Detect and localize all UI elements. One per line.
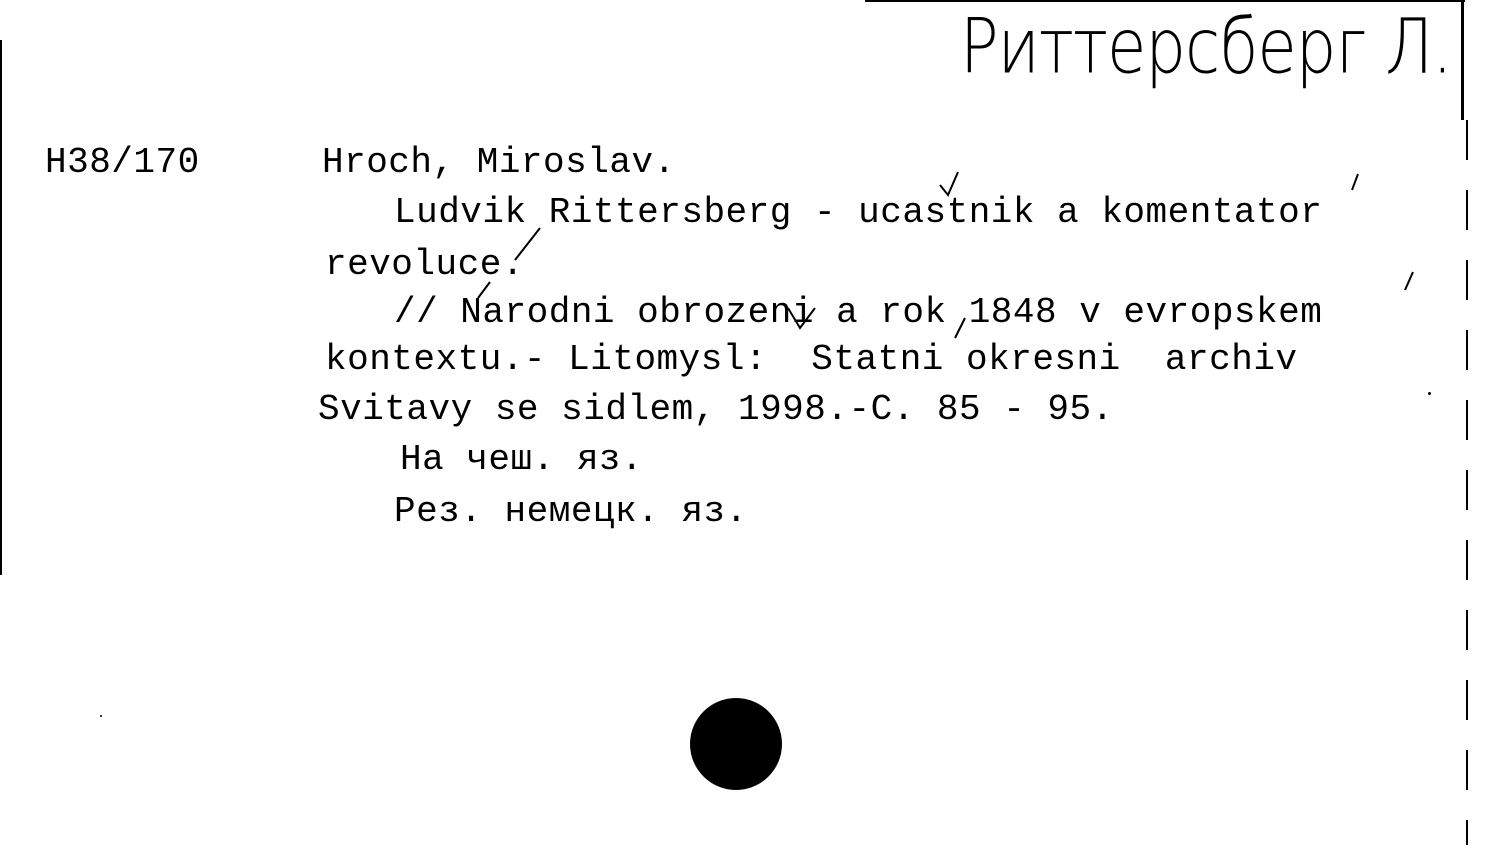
source-line-2: kontextu.- Litomysl: Statni okresni archiv <box>325 339 1298 380</box>
acute-mark-evropskem <box>1405 272 1413 290</box>
source-line-3: Svitavy se sidlem, 1998.-C. 85 - 95. <box>318 389 1114 430</box>
speck <box>100 715 102 717</box>
acute-mark-komentator <box>1352 174 1358 190</box>
punch-hole <box>690 698 782 790</box>
author-name: Hroch, Miroslav. <box>322 142 676 183</box>
shelf-mark: H38/170 <box>45 142 200 183</box>
title-line-1: Ludvik Rittersberg - ucastnik a komentator <box>394 192 1323 233</box>
source-line-1: // Narodni obrozeni a rok 1848 v evropskem <box>394 292 1323 333</box>
language-note: На чеш. яз. <box>400 439 644 480</box>
handwritten-heading-text: Риттерсберг Л. <box>960 4 1452 92</box>
acute-mark-revoluce <box>515 228 540 260</box>
summary-note: Рез. немецк. яз. <box>394 491 748 532</box>
acute-mark-statni <box>955 318 965 338</box>
hacek-mark-ucastnik <box>940 172 958 195</box>
title-line-2: revoluce. <box>325 244 524 285</box>
hacek-mark-litomysl <box>788 308 815 328</box>
acute-mark-narodni <box>478 282 490 298</box>
speck <box>1428 392 1431 395</box>
